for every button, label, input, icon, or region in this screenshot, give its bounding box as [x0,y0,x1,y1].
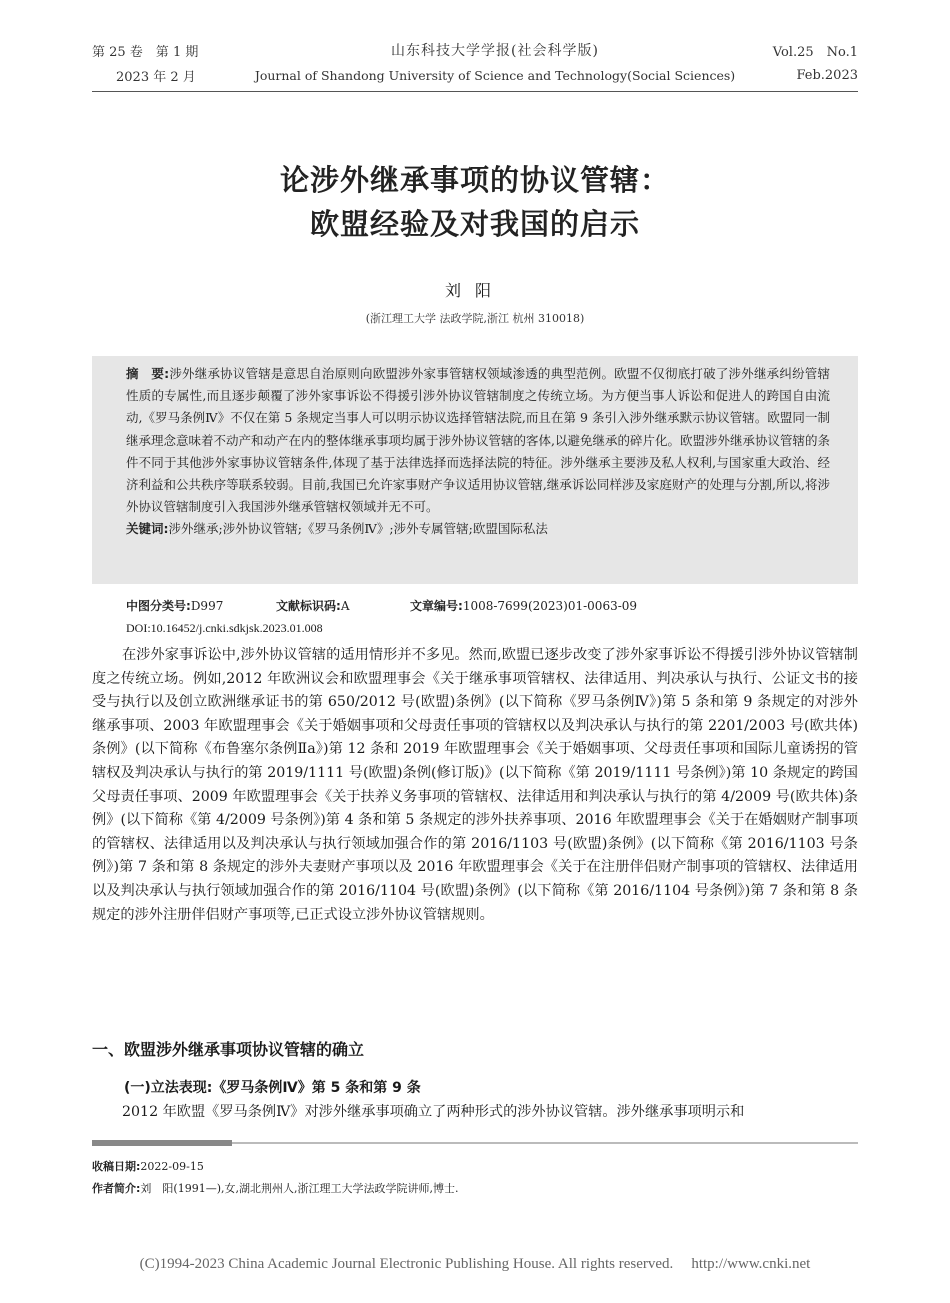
copyright-line [0,1256,950,1273]
subsection-heading: (一)立法表现:《罗马条例Ⅳ》第 5 条和第 9 条 [124,1080,421,1096]
header-divider [92,91,858,92]
clc-value: D997 [190,599,224,613]
journal-name-cn: 山东科技大学学报(社会科学版) [391,43,599,59]
article-no-label: 文章编号: [410,599,463,613]
clc-label: 中图分类号: [126,599,191,613]
paragraph: 2012 年欧盟《罗马条例Ⅳ》对涉外继承事项确立了两种形式的涉外协议管辖。涉外继承事项明示和 [122,1104,745,1120]
abstract [126,363,830,518]
classification-line [126,597,637,614]
journal-name-en: Journal of Shandong University of Science and Technology(Social Sciences) [254,68,736,83]
author-bio-text: 刘 阳(1991—),女,湖北荆州人,浙江理工大学法政学院讲师,博士. [140,1182,459,1195]
article-no-value: 1008-7699(2023)01-0063-09 [462,599,638,613]
article-title [92,158,858,246]
cnki-link[interactable]: http://www.cnki.net [691,1256,811,1272]
received-value: 2022-09-15 [140,1160,204,1173]
doc-code-value: A [340,599,350,613]
abstract-text: 涉外继承协议管辖是意思自治原则向欧盟涉外家事管辖权领域渗透的典型范例。欧盟不仅彻底打破了涉外继承纠纷管辖性质的专属性,而且逐步颠覆了涉外家事诉讼不得援引涉外协议管辖制度之传统立场。为方便当事人诉讼和促进人的跨国自由流动,《罗马条例Ⅳ》不仅在第 5 条规定当事人可以明示协议选择管辖法院,而且在第 9 条引入涉外继承默示协议管辖。欧盟同一制继承理念意味着不动产和动产在内的整体继承事项均属于涉外协议管辖的客体,以避免继承的碎片化。欧盟涉外继承协议管辖的条件不同于其他涉外家事协议管辖条件,体现了基于法律选择而选择法院的特征。涉外继承主要涉及私人权利,与国家重大政治、经济利益和公共秩序等联系较弱。目前,我国已允许家事财产争议适用协议管辖,继承诉讼同样涉及家庭财产的处理与分割,所以,将涉外协议管辖制度引入我国涉外继承管辖权领域并无不可。 [126,366,831,515]
copyright-text: (C)1994-2023 China Academic Journal Electronic Publishing House. All rights reserved. [139,1256,674,1272]
volume-issue-cn: 第 25 卷 第 1 期 [92,44,199,60]
paragraph: 在涉外家事诉讼中,涉外协议管辖的适用情形并不多见。然而,欧盟已逐步改变了涉外家事诉讼不得援引涉外协议管辖制度之传统立场。例如,2012 年欧洲议会和欧盟理事会《关于继承事项管辖权、法律适用、判决承认与执行、公证文书的接受与执行以及创立欧洲继承证书的第 650/2012 号(欧盟)条例》(以下简称《罗马条例Ⅳ》)第 5 条和第 9 条规定的对涉外继承事项、2003 年欧盟理事会《关于婚姻事项和父母责任事项的管辖权以及判决承认与执行的第 2201/2003 号(欧共体)条例》(以下简称《布鲁塞尔条例Ⅱa》)第 12 条和 2019 年欧盟理事会《关于婚姻事项、父母责任事项和国际儿童诱拐的管辖权及判决承认与执行的第 2019/1111 号(欧盟)条例(修订版)》(以下简称《第 2019/1111 号条例》)第 10 条规定的跨国父母责任事项、2009 年欧盟理事会《关于扶养义务事项的管辖权、法律适用和判决承认与执行的第 4/2009 号(欧共体)条例》(以下简称《第 4/2009 号条例》)第 4 条和第 5 条规定的涉外扶养事项、2016 年欧盟理事会《关于在婚姻财产制事项的管辖权、法律适用以及判决承认与执行领域加强合作的第 2016/1103 号(欧盟)条例》(以下简称《第 2016/1103 号条例》)第 7 条和第 8 条规定的涉外夫妻财产事项以及 2016 年欧盟理事会《关于在注册伴侣财产制事项的管辖权、法律适用以及判决承认与执行领域加强合作的第 2016/1104 号(欧盟)条例》(以下简称《第 2016/1104 号条例》)第 7 条和第 8 条规定的涉外注册伴侣财产事项等,已正式设立涉外协议管辖规则。 [92,647,858,923]
footnote-bar [92,1140,232,1146]
body-text-continued [92,1101,858,1125]
abstract-box [92,356,858,584]
keywords-text: 涉外继承;涉外协议管辖;《罗马条例Ⅳ》;涉外专属管辖;欧盟国际私法 [168,521,548,537]
abstract-label: 摘 要: [126,366,170,381]
doi: DOI:10.16452/j.cnki.sdkjsk.2023.01.008 [126,621,323,635]
date-cn: 2023 年 2 月 [116,70,196,85]
keywords [126,518,830,540]
author-bio [92,1180,458,1196]
author-name: 刘阳 [444,281,505,300]
received-label: 收稿日期: [92,1160,141,1173]
author-bio-label: 作者简介: [92,1182,141,1195]
received-date [92,1158,204,1174]
author-affiliation: (浙江理工大学 法政学院,浙江 杭州 310018) [365,312,585,325]
body-text [92,644,858,927]
keywords-label: 关键词: [126,521,169,537]
date-en: Feb.2023 [796,68,858,83]
footnote-divider [232,1142,858,1144]
running-header [92,36,858,92]
section-heading: 一、欧盟涉外继承事项协议管辖的确立 [92,1040,365,1059]
title-line-2: 欧盟经验及对我国的启示 [309,207,640,241]
volume-issue-en: Vol.25 No.1 [772,44,858,60]
title-line-1: 论涉外继承事项的协议管辖： [279,163,670,197]
doc-code-label: 文献标识码: [276,599,341,613]
